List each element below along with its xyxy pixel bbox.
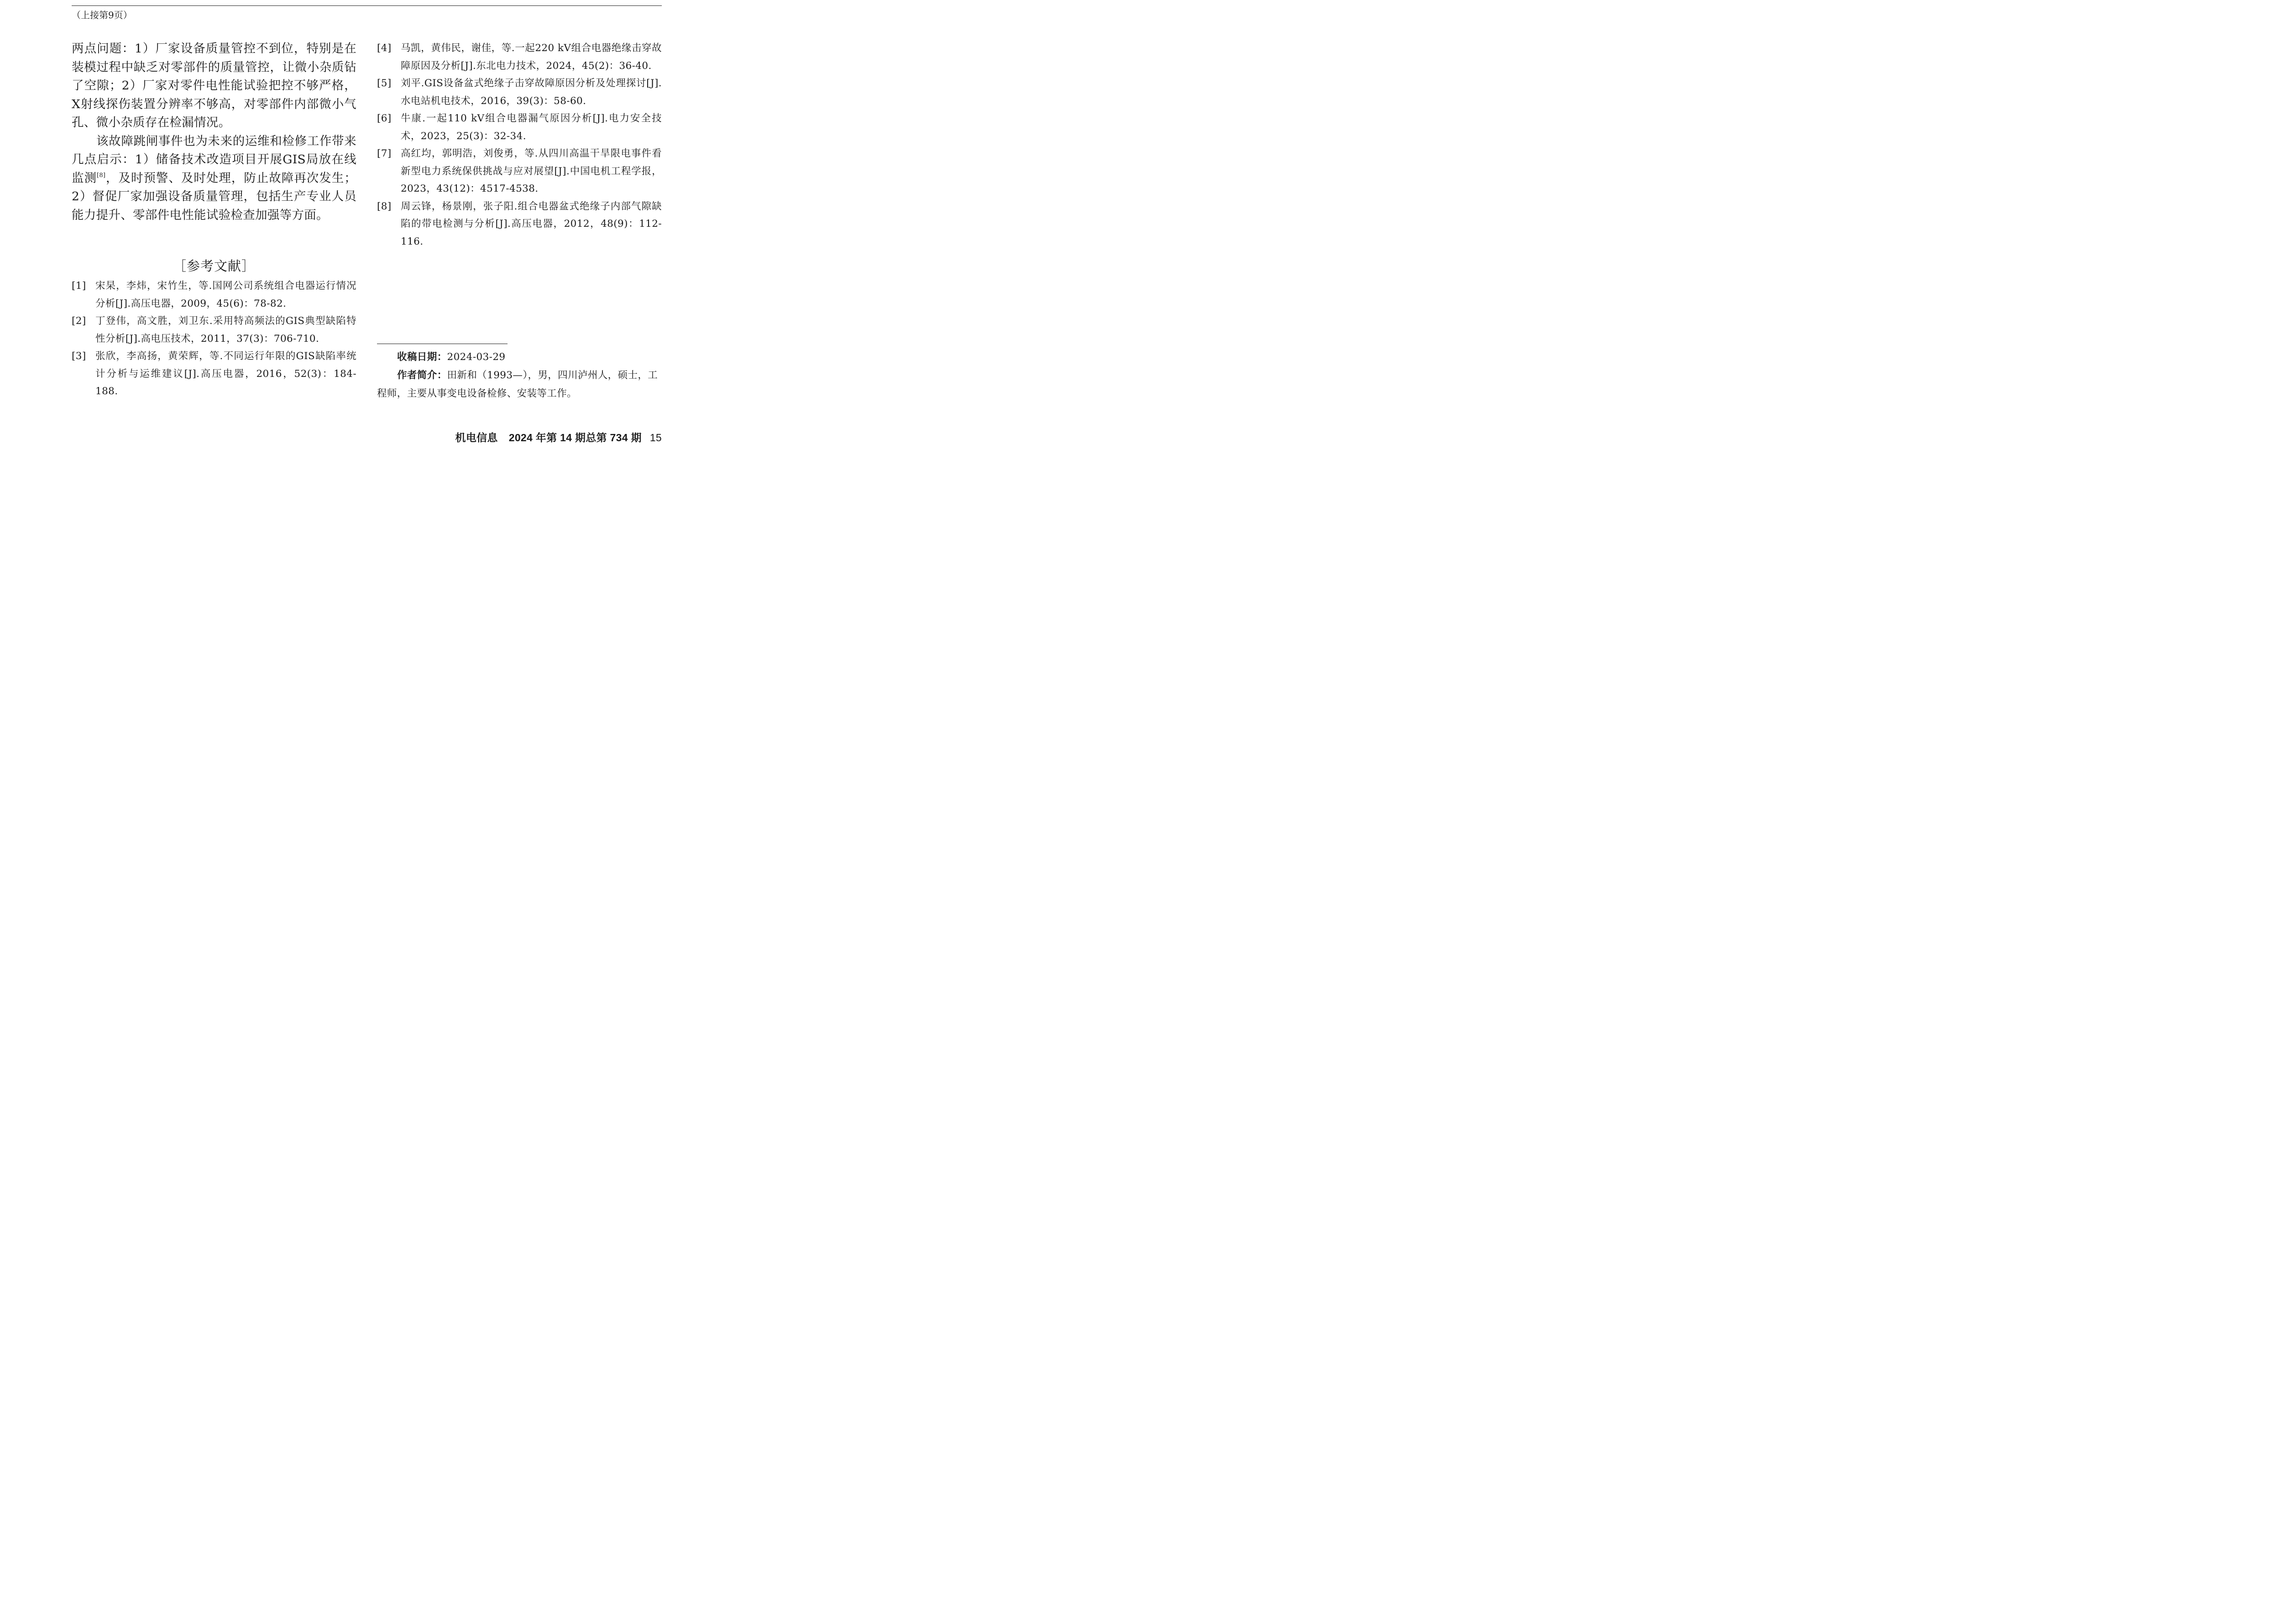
reference-text: 刘平.GIS设备盆式绝缘子击穿故障原因分析及处理探讨[J].水电站机电技术，2016，39(3)：58-60. xyxy=(401,78,662,107)
references-heading: ［参考文献］ xyxy=(173,258,255,274)
reference-number: [4] xyxy=(377,42,392,54)
body-paragraph-1: 两点问题：1）厂家设备质量管控不到位，特别是在装模过程中缺乏对零部件的质量管控，让微小杂质钻了空隙；2）厂家对零件电性能试验把控不够严格，X射线探伤装置分辨率不够高，对零部件内部微小气孔、微小杂质存在检漏情况。 xyxy=(72,42,356,130)
reference-list-left xyxy=(72,277,356,401)
reference-text: 张欣，李高扬，黄荣辉，等.不同运行年限的GIS缺陷率统计分析与运维建议[J].高压电器，2016，52(3)：184-188. xyxy=(95,350,356,397)
reference-number: [2] xyxy=(72,315,86,327)
reference-list-right xyxy=(377,40,662,251)
reference-text: 宋杲，李炜，宋竹生，等.国网公司系统组合电器运行情况分析[J].高压电器，2009，45(6)：78-82. xyxy=(95,280,356,309)
author-bio-text: 田新和（1993—），男，四川泸州人，硕士，工程师，主要从事变电设备检修、安装等工作。 xyxy=(377,370,658,399)
reference-text: 高红均，郭明浩，刘俊勇，等.从四川高温干旱限电事件看新型电力系统保供挑战与应对展望[J].中国电机工程学报，2023，43(12)：4517-4538. xyxy=(401,148,662,194)
journal-name: 机电信息 xyxy=(455,432,498,444)
author-bio-line xyxy=(377,366,662,403)
reference-item xyxy=(72,348,356,401)
reference-number: [1] xyxy=(72,280,86,292)
footnote-block xyxy=(377,348,662,403)
reference-text: 周云锋，杨景刚，张子阳.组合电器盆式绝缘子内部气隙缺陷的带电检测与分析[J].高压电器，2012，48(9)：112-116. xyxy=(401,200,662,247)
citation-marker: [8] xyxy=(96,172,106,179)
continued-from-note: （上接第9页） xyxy=(72,10,132,21)
reference-number: [7] xyxy=(377,148,392,159)
left-column-body xyxy=(72,40,356,225)
top-rule xyxy=(72,5,662,6)
reference-item xyxy=(377,40,662,75)
reference-number: [3] xyxy=(72,350,86,362)
reference-text: 丁登伟，高文胜，刘卫东.采用特高频法的GIS典型缺陷特性分析[J].高电压技术，2011，37(3)：706-710. xyxy=(95,315,356,345)
journal-page xyxy=(0,0,730,509)
reference-item xyxy=(377,110,662,145)
body-paragraph-2 xyxy=(72,132,356,225)
author-bio-label: 作者简介： xyxy=(397,370,447,381)
reference-number: [6] xyxy=(377,113,392,124)
reference-text: 马凯，黄伟民，谢佳，等.一起220 kV组合电器绝缘击穿故障原因及分析[J].东北电力技术，2024，45(2)：36-40. xyxy=(401,42,662,72)
reference-number: [8] xyxy=(377,200,392,212)
reference-text: 牛康.一起110 kV组合电器漏气原因分析[J].电力安全技术，2023，25(3)：32-34. xyxy=(401,113,662,142)
reference-item xyxy=(377,75,662,110)
reference-item xyxy=(377,145,662,198)
reference-number: [5] xyxy=(377,78,392,89)
body-paragraph-2-text-b: ，及时预警、及时处理，防止故障再次发生；2）督促厂家加强设备质量管理，包括生产专业人员能力提升、零部件电性能试验检查加强等方面。 xyxy=(72,171,357,222)
body-paragraph-2-text-a: 该故障跳闸事件也为未来的运维和检修工作带来几点启示：1）储备技术改造项目开展GIS局放在线监测 xyxy=(72,134,356,185)
page-footer xyxy=(455,431,662,444)
reference-item xyxy=(72,313,356,348)
page-number: 15 xyxy=(649,432,662,444)
received-date-label: 收稿日期： xyxy=(397,351,447,363)
issue-info: 2024 年第 14 期总第 734 期 xyxy=(508,432,642,444)
reference-item xyxy=(72,277,356,313)
received-date-line xyxy=(377,348,662,366)
received-date-value: 2024-03-29 xyxy=(447,351,506,363)
reference-item xyxy=(377,198,662,251)
